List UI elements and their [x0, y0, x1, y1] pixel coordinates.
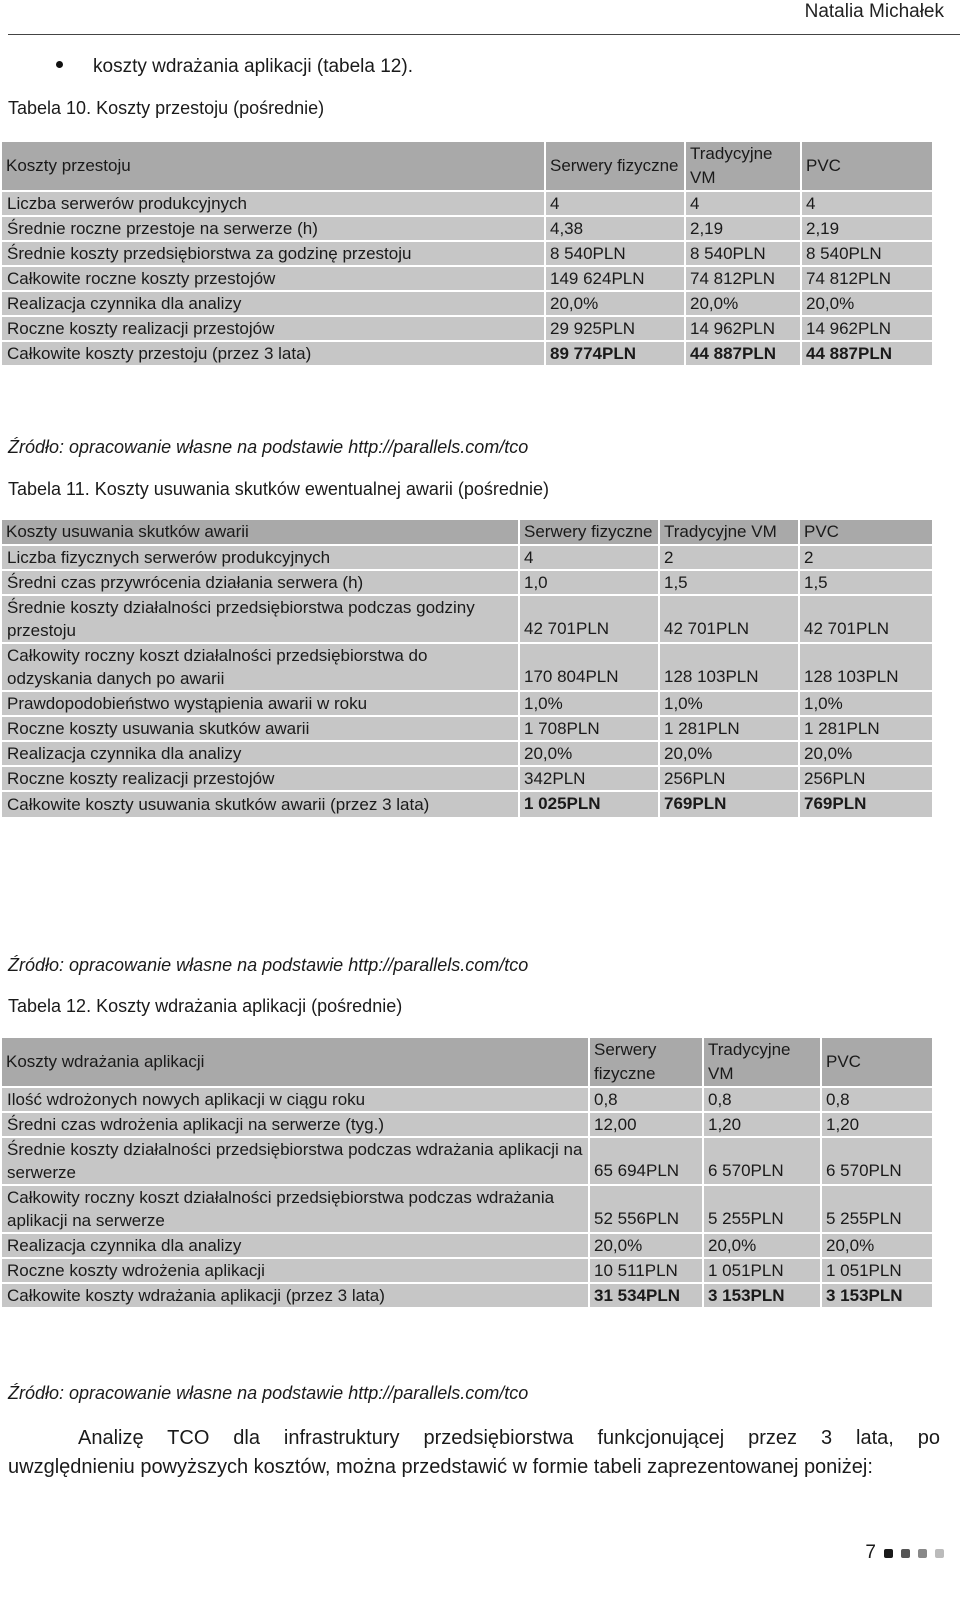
row-label: Liczba fizycznych serwerów produkcyjnych	[1, 545, 519, 570]
cell: 8 540PLN	[545, 241, 685, 266]
row-label: Średni czas przywrócenia działania serwera (h)	[1, 570, 519, 595]
page-marker-icon	[901, 1549, 910, 1558]
cell: 4	[545, 191, 685, 216]
row-label: Całkowite koszty przestoju (przez 3 lata)	[1, 341, 545, 366]
table-row	[1, 1258, 933, 1283]
header-cell: Koszty przestoju	[1, 141, 545, 191]
cell: 1 051PLN	[821, 1258, 933, 1283]
cell: 6 570PLN	[703, 1137, 821, 1185]
header-cell: Tradycyjne VM	[703, 1037, 821, 1087]
header-cell: Tradycyjne VM	[659, 519, 799, 545]
cell: 1 025PLN	[519, 791, 659, 818]
cell: 0,8	[821, 1087, 933, 1112]
cell: 6 570PLN	[821, 1137, 933, 1185]
row-label: Średni czas wdrożenia aplikacji na serwerze (tyg.)	[1, 1112, 589, 1137]
cell: 4,38	[545, 216, 685, 241]
row-label: Całkowite koszty usuwania skutków awarii (przez 3 lata)	[1, 791, 519, 818]
cell: 8 540PLN	[801, 241, 933, 266]
cell: 42 701PLN	[659, 595, 799, 643]
bullet-item	[56, 56, 413, 78]
page-number: 7	[865, 1542, 876, 1563]
table-row	[1, 216, 933, 241]
row-label: Roczne koszty usuwania skutków awarii	[1, 716, 519, 741]
bullet-dot-icon	[56, 61, 63, 68]
cell: 1,20	[703, 1112, 821, 1137]
cell: 149 624PLN	[545, 266, 685, 291]
header-cell: PVC	[801, 141, 933, 191]
row-label: Całkowity roczny koszt działalności przedsiębiorstwa do odzyskania danych po awarii	[1, 643, 519, 691]
table10-caption: Tabela 10. Koszty przestoju (pośrednie)	[8, 98, 325, 118]
cell: 8 540PLN	[685, 241, 801, 266]
table-header-row	[1, 519, 933, 545]
header-cell: Koszty usuwania skutków awarii	[1, 519, 519, 545]
table-row	[1, 241, 933, 266]
table11	[0, 518, 934, 819]
row-label: Realizacja czynnika dla analizy	[1, 1233, 589, 1258]
table-row	[1, 1112, 933, 1137]
cell: 1,5	[659, 570, 799, 595]
cell: 20,0%	[685, 291, 801, 316]
cell: 20,0%	[545, 291, 685, 316]
cell: 4	[685, 191, 801, 216]
cell: 128 103PLN	[659, 643, 799, 691]
cell: 5 255PLN	[821, 1185, 933, 1233]
cell: 1,0%	[799, 691, 933, 716]
cell: 20,0%	[659, 741, 799, 766]
header-cell: PVC	[799, 519, 933, 545]
row-label: Całkowite roczne koszty przestojów	[1, 266, 545, 291]
row-label: Liczba serwerów produkcyjnych	[1, 191, 545, 216]
table-row	[1, 266, 933, 291]
table-row	[1, 545, 933, 570]
table10	[0, 140, 934, 367]
cell: 10 511PLN	[589, 1258, 703, 1283]
cell: 20,0%	[799, 741, 933, 766]
cell: 89 774PLN	[545, 341, 685, 366]
cell: 20,0%	[589, 1233, 703, 1258]
table-total-row	[1, 1283, 933, 1308]
cell: 769PLN	[659, 791, 799, 818]
cell: 2,19	[801, 216, 933, 241]
cell: 1 708PLN	[519, 716, 659, 741]
cell: 12,00	[589, 1112, 703, 1137]
page-footer	[865, 1542, 944, 1564]
row-label: Realizacja czynnika dla analizy	[1, 291, 545, 316]
cell: 1 051PLN	[703, 1258, 821, 1283]
cell: 0,8	[589, 1087, 703, 1112]
page-header	[8, 0, 960, 35]
cell: 42 701PLN	[799, 595, 933, 643]
table-header-row	[1, 1037, 933, 1087]
header-cell: Tradycyjne VM	[685, 141, 801, 191]
table-row	[1, 691, 933, 716]
header-cell: PVC	[821, 1037, 933, 1087]
table12-source: Źródło: opracowanie własne na podstawie http://parallels.com/tco	[8, 1383, 529, 1403]
cell: 0,8	[703, 1087, 821, 1112]
page-marker-icon	[918, 1549, 927, 1558]
body-paragraph	[8, 1424, 940, 1482]
cell: 1,0	[519, 570, 659, 595]
cell: 342PLN	[519, 766, 659, 791]
author-name: Natalia Michałek	[804, 1, 944, 22]
table-row	[1, 1137, 933, 1185]
table-row	[1, 741, 933, 766]
cell: 52 556PLN	[589, 1185, 703, 1233]
row-label: Roczne koszty realizacji przestojów	[1, 766, 519, 791]
cell: 5 255PLN	[703, 1185, 821, 1233]
header-cell: Serwery fizyczne	[589, 1037, 703, 1087]
table-row	[1, 716, 933, 741]
table-row	[1, 766, 933, 791]
page-marker-icon	[935, 1549, 944, 1558]
table-row	[1, 191, 933, 216]
cell: 44 887PLN	[685, 341, 801, 366]
cell: 44 887PLN	[801, 341, 933, 366]
cell: 2	[799, 545, 933, 570]
row-label: Całkowity roczny koszt działalności przedsiębiorstwa podczas wdrażania aplikacji na serwerze	[1, 1185, 589, 1233]
cell: 20,0%	[821, 1233, 933, 1258]
table-total-row	[1, 341, 933, 366]
header-cell: Koszty wdrażania aplikacji	[1, 1037, 589, 1087]
table-header-row	[1, 141, 933, 191]
cell: 769PLN	[799, 791, 933, 818]
table11-caption: Tabela 11. Koszty usuwania skutków ewentualnej awarii (pośrednie)	[8, 479, 549, 499]
page-marker-icon	[884, 1549, 893, 1558]
cell: 3 153PLN	[703, 1283, 821, 1308]
table12	[0, 1036, 934, 1309]
table-row	[1, 1087, 933, 1112]
cell: 42 701PLN	[519, 595, 659, 643]
header-cell: Serwery fizyczne	[519, 519, 659, 545]
cell: 1,5	[799, 570, 933, 595]
cell: 1,0%	[519, 691, 659, 716]
table-row	[1, 1185, 933, 1233]
cell: 2,19	[685, 216, 801, 241]
table12-caption: Tabela 12. Koszty wdrażania aplikacji (pośrednie)	[8, 996, 403, 1016]
paragraph-line: Analizę TCO dla infrastruktury przedsiębiorstwa funkcjonującej przez 3 lata, po	[78, 1427, 940, 1449]
table-row	[1, 595, 933, 643]
bullet-text: koszty wdrażania aplikacji (tabela 12).	[93, 56, 413, 77]
cell: 1,20	[821, 1112, 933, 1137]
cell: 29 925PLN	[545, 316, 685, 341]
cell: 65 694PLN	[589, 1137, 703, 1185]
cell: 74 812PLN	[801, 266, 933, 291]
table-row	[1, 316, 933, 341]
row-label: Realizacja czynnika dla analizy	[1, 741, 519, 766]
cell: 1 281PLN	[659, 716, 799, 741]
table11-source: Źródło: opracowanie własne na podstawie http://parallels.com/tco	[8, 955, 529, 975]
table-row	[1, 291, 933, 316]
cell: 31 534PLN	[589, 1283, 703, 1308]
cell: 74 812PLN	[685, 266, 801, 291]
cell: 3 153PLN	[821, 1283, 933, 1308]
table-row	[1, 1233, 933, 1258]
cell: 128 103PLN	[799, 643, 933, 691]
row-label: Roczne koszty realizacji przestojów	[1, 316, 545, 341]
cell: 1 281PLN	[799, 716, 933, 741]
row-label: Roczne koszty wdrożenia aplikacji	[1, 1258, 589, 1283]
cell: 4	[801, 191, 933, 216]
table10-source: Źródło: opracowanie własne na podstawie http://parallels.com/tco	[8, 437, 529, 457]
cell: 170 804PLN	[519, 643, 659, 691]
header-cell: Serwery fizyczne	[545, 141, 685, 191]
row-label: Średnie koszty przedsiębiorstwa za godzinę przestoju	[1, 241, 545, 266]
table-total-row	[1, 791, 933, 818]
cell: 14 962PLN	[801, 316, 933, 341]
cell: 14 962PLN	[685, 316, 801, 341]
cell: 256PLN	[659, 766, 799, 791]
cell: 256PLN	[799, 766, 933, 791]
row-label: Średnie koszty działalności przedsiębiorstwa podczas wdrażania aplikacji na serwerze	[1, 1137, 589, 1185]
row-label: Ilość wdrożonych nowych aplikacji w ciągu roku	[1, 1087, 589, 1112]
cell: 20,0%	[801, 291, 933, 316]
row-label: Średnie koszty działalności przedsiębiorstwa podczas godziny przestoju	[1, 595, 519, 643]
row-label: Prawdopodobieństwo wystąpienia awarii w roku	[1, 691, 519, 716]
cell: 2	[659, 545, 799, 570]
table-row	[1, 643, 933, 691]
cell: 20,0%	[703, 1233, 821, 1258]
row-label: Średnie roczne przestoje na serwerze (h)	[1, 216, 545, 241]
cell: 20,0%	[519, 741, 659, 766]
cell: 4	[519, 545, 659, 570]
row-label: Całkowite koszty wdrażania aplikacji (przez 3 lata)	[1, 1283, 589, 1308]
paragraph-line: uwzględnieniu powyższych kosztów, można przedstawić w formie tabeli zaprezentowanej poniżej:	[8, 1456, 873, 1478]
table-row	[1, 570, 933, 595]
cell: 1,0%	[659, 691, 799, 716]
